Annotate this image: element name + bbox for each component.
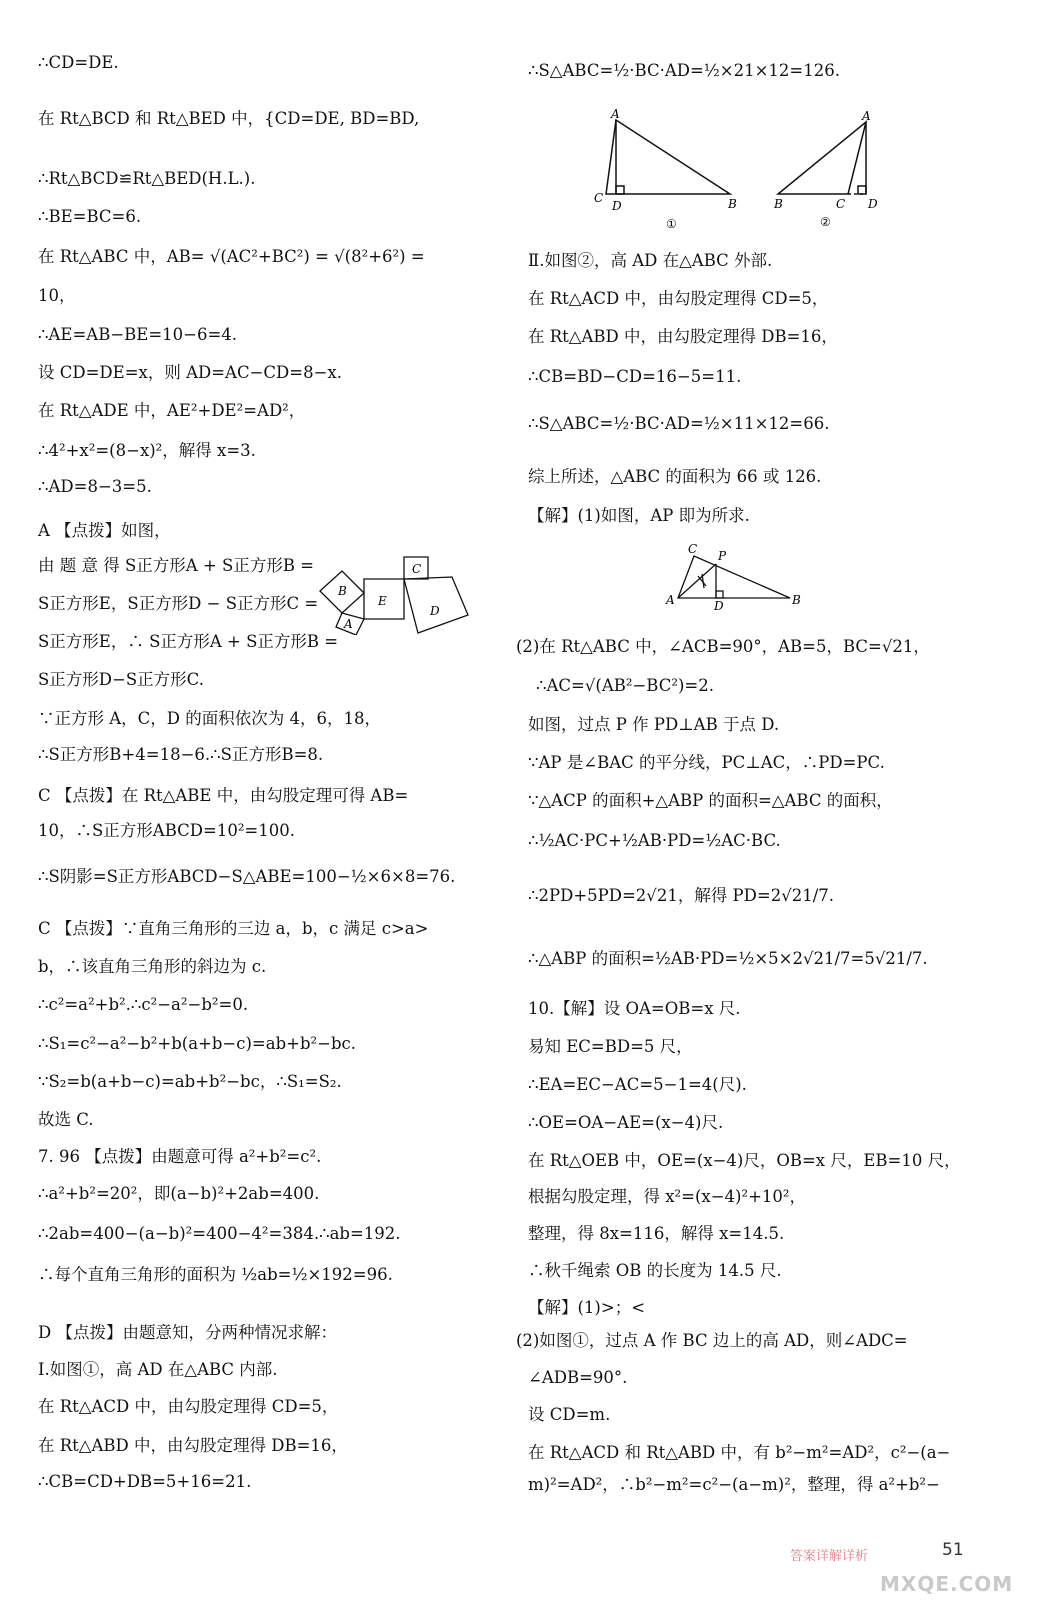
left-text-line: ∴S阴影=S正方形ABCD−S△ABE=100−½×6×8=76. bbox=[38, 867, 456, 886]
tri-label: A bbox=[611, 108, 620, 121]
tri-label: ① bbox=[666, 217, 677, 231]
right-text-line: ∴OE=OA−AE=(x−4)尺. bbox=[528, 1113, 724, 1132]
right-text-line: 整理，得 8x=116，解得 x=14.5. bbox=[528, 1224, 785, 1243]
right-text-line: m)²=AD²，∴b²−m²=c²−(a−m)²，整理，得 a²+b²− bbox=[528, 1475, 940, 1494]
left-text-line: ∴CB=CD+DB=5+16=21. bbox=[38, 1472, 252, 1491]
right-text-line: ∴EA=EC−AC=5−1=4(尺). bbox=[528, 1075, 747, 1094]
right-text-line: ∵△ACP 的面积+△ABP 的面积=△ABC 的面积， bbox=[528, 791, 893, 810]
left-text-line: 10，∴S正方形ABCD=10²=100. bbox=[38, 821, 295, 840]
bis-label: P bbox=[718, 549, 727, 563]
sq-label: C bbox=[412, 562, 422, 576]
left-text-line: 由 题 意 得 S正方形A + S正方形B = bbox=[38, 556, 315, 575]
left-text-line: ∴a²+b²=20²，即(a−b)²+2ab=400. bbox=[38, 1184, 320, 1203]
right-text-line: (2)如图①，过点 A 作 BC 边上的高 AD，则∠ADC= bbox=[516, 1331, 908, 1350]
left-text-line: ∴S正方形B+4=18−6.∴S正方形B=8. bbox=[38, 745, 324, 764]
left-text-line: C 【点拨】∵直角三角形的三边 a，b，c 满足 c>a> bbox=[38, 919, 429, 938]
right-text-line: 综上所述，△ABC 的面积为 66 或 126. bbox=[528, 467, 822, 486]
left-text-line: ∴Rt△BCD≌Rt△BED(H.L.). bbox=[38, 169, 256, 188]
right-text-line: ∴2PD+5PD=2√21，解得 PD=2√21/7. bbox=[528, 886, 835, 905]
sq-label: B bbox=[338, 584, 347, 598]
tri-label: C bbox=[594, 191, 604, 205]
left-text-line: b，∴该直角三角形的斜边为 c. bbox=[38, 957, 267, 976]
right-text-line: 在 Rt△ABD 中，由勾股定理得 DB=16， bbox=[528, 327, 838, 346]
left-text-line: 10， bbox=[38, 286, 76, 305]
left-text-line: 在 Rt△ABC 中，AB= √(AC²+BC²) = √(8²+6²) = bbox=[38, 247, 425, 266]
sq-label: E bbox=[378, 594, 387, 608]
sq-label: A bbox=[344, 617, 353, 631]
tri-label: B bbox=[774, 197, 783, 211]
left-text-line: S正方形E，∴ S正方形A + S正方形B = bbox=[38, 632, 339, 651]
left-text-line: ∴AE=AB−BE=10−6=4. bbox=[38, 325, 238, 344]
triangles-figure bbox=[590, 108, 890, 233]
bis-label: B bbox=[792, 593, 801, 607]
right-angle-mark-1 bbox=[616, 186, 624, 194]
right-text-line: 在 Rt△OEB 中，OE=(x−4)尺，OB=x 尺，EB=10 尺， bbox=[528, 1151, 961, 1170]
left-text-line: 在 Rt△ACD 中，由勾股定理得 CD=5， bbox=[38, 1397, 339, 1416]
triangle-abc bbox=[678, 556, 790, 598]
tri-label: D bbox=[612, 199, 622, 213]
left-text-line: ∵S₂=b(a+b−c)=ab+b²−bc，∴S₁=S₂. bbox=[38, 1072, 342, 1091]
watermark-text: 答案详解详析 bbox=[790, 1549, 869, 1564]
squares-figure bbox=[318, 555, 478, 635]
bisector-ap bbox=[678, 564, 716, 598]
left-text-line: ∵正方形 A，C，D 的面积依次为 4，6，18， bbox=[38, 709, 381, 728]
right-text-line: 在 Rt△ACD 和 Rt△ABD 中，有 b²−m²=AD²，c²−(a− bbox=[528, 1443, 951, 1462]
left-text-line: C 【点拨】在 Rt△ABE 中，由勾股定理可得 AB= bbox=[38, 786, 409, 805]
triangle-1 bbox=[606, 120, 730, 194]
page-number: 51 bbox=[942, 1540, 964, 1560]
right-text-line: 设 CD=m. bbox=[528, 1405, 611, 1424]
left-text-line: ∴AD=8−3=5. bbox=[38, 477, 152, 496]
triangle-2 bbox=[778, 122, 866, 194]
left-text-line: 在 Rt△ADE 中，AE²+DE²=AD²， bbox=[38, 401, 306, 420]
left-text-line: Ⅰ.如图①，高 AD 在△ABC 内部. bbox=[38, 1360, 278, 1379]
left-text-line: ∴BE=BC=6. bbox=[38, 207, 142, 226]
tri-label: A bbox=[862, 109, 871, 123]
right-text-line: (2)在 Rt△ABC 中，∠ACB=90°，AB=5，BC=√21， bbox=[516, 637, 930, 656]
right-text-line: ∴△ABP 的面积=½AB·PD=½×5×2√21/7=5√21/7. bbox=[528, 949, 928, 968]
left-text-line: S正方形E，S正方形D − S正方形C = bbox=[38, 594, 319, 613]
left-text-line: 在 Rt△ABD 中，由勾股定理得 DB=16， bbox=[38, 1436, 348, 1455]
right-text-line: 在 Rt△ACD 中，由勾股定理得 CD=5， bbox=[528, 289, 829, 308]
right-text-line: 10.【解】设 OA=OB=x 尺. bbox=[528, 999, 741, 1018]
right-text-line: ∴S△ABC=½·BC·AD=½×21×12=126. bbox=[528, 61, 840, 80]
left-text-line: ∴CD=DE. bbox=[38, 53, 119, 72]
right-angle-mark bbox=[716, 591, 723, 598]
left-text-line: 设 CD=DE=x，则 AD=AC−CD=8−x. bbox=[38, 363, 342, 382]
sq-label: D bbox=[430, 604, 440, 618]
right-text-line: 根据勾股定理，得 x²=(x−4)²+10²， bbox=[528, 1187, 807, 1206]
left-text-line: 在 Rt△BCD 和 Rt△BED 中，{CD=DE, BD=BD, bbox=[38, 109, 420, 128]
right-text-line: ∴S△ABC=½·BC·AD=½×11×12=66. bbox=[528, 414, 830, 433]
left-text-line: ∴S₁=c²−a²−b²+b(a+b−c)=ab+b²−bc. bbox=[38, 1034, 357, 1053]
bisector-figure bbox=[658, 540, 808, 612]
left-text-line: ∴c²=a²+b².∴c²−a²−b²=0. bbox=[38, 995, 249, 1014]
left-text-line: S正方形D−S正方形C. bbox=[38, 670, 204, 689]
right-text-line: ∴½AC·PC+½AB·PD=½AC·BC. bbox=[528, 831, 781, 850]
left-text-line: ∴2ab=400−(a−b)²=400−4²=384.∴ab=192. bbox=[38, 1224, 401, 1243]
left-text-line: 故选 C. bbox=[38, 1110, 94, 1129]
left-text-line: ∴4²+x²=(8−x)²，解得 x=3. bbox=[38, 441, 256, 460]
right-text-line: 【解】(1)>；< bbox=[528, 1298, 646, 1317]
tri-label: ② bbox=[820, 215, 831, 229]
right-text-line: 【解】(1)如图，AP 即为所求. bbox=[528, 506, 750, 525]
right-text-line: ∠ADB=90°. bbox=[528, 1368, 628, 1387]
tri-label: C bbox=[836, 197, 846, 211]
right-text-line: ∴AC=√(AB²−BC²)=2. bbox=[536, 676, 714, 695]
left-text-line: ∴每个直角三角形的面积为 ½ab=½×192=96. bbox=[38, 1265, 393, 1284]
right-text-line: ∴秋千绳索 OB 的长度为 14.5 尺. bbox=[528, 1261, 782, 1280]
right-text-line: 易知 EC=BD=5 尺， bbox=[528, 1037, 693, 1056]
right-text-line: Ⅱ.如图②，高 AD 在△ABC 外部. bbox=[528, 251, 773, 270]
tri-label: D bbox=[868, 197, 878, 211]
right-text-line: ∵AP 是∠BAC 的平分线，PC⊥AC，∴PD=PC. bbox=[528, 753, 885, 772]
left-text-line: 7. 96 【点拨】由题意可得 a²+b²=c². bbox=[38, 1147, 322, 1166]
right-text-line: 如图，过点 P 作 PD⊥AB 于点 D. bbox=[528, 715, 780, 734]
right-angle-mark-2 bbox=[858, 186, 866, 194]
right-text-line: ∴CB=BD−CD=16−5=11. bbox=[528, 367, 742, 386]
left-text-line: D 【点拨】由题意知，分两种情况求解： bbox=[38, 1323, 337, 1342]
bis-label: A bbox=[666, 593, 675, 607]
left-text-line: A 【点拨】如图， bbox=[38, 521, 171, 540]
tri-label: B bbox=[728, 197, 737, 211]
watermark-site: MXQE.COM bbox=[880, 1572, 1014, 1596]
bis-label: C bbox=[688, 542, 698, 556]
bis-label: D bbox=[714, 599, 724, 612]
